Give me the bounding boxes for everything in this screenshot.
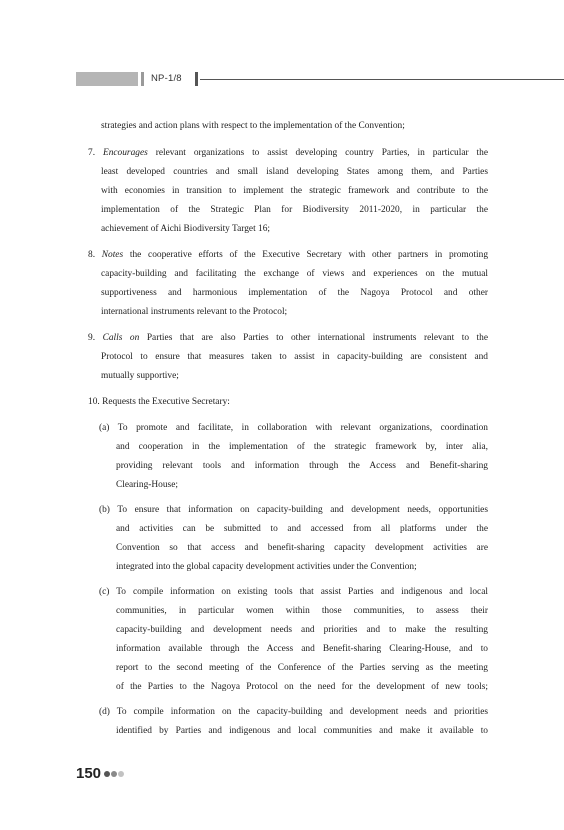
- body-line: integrated into the global capacity development activities under the Convention;: [116, 562, 417, 572]
- body-line: least developed countries and small island developing States among them, and Parties: [101, 167, 488, 177]
- body-line: Convention so that access and benefit-sharing capacity development activities are: [116, 543, 488, 553]
- body-line: information available through the Access and Benefit-sharing Clearing-House, and to: [116, 644, 488, 654]
- body-line: and activities can be submitted to and accessed from all platforms under the: [116, 524, 488, 534]
- body-line: capacity-building and development needs and priorities and to make the resulting: [116, 625, 488, 635]
- paragraph-8-line: 8. Notes the cooperative efforts of the Executive Secretary with other partners in promoting: [88, 250, 488, 260]
- body-line: with economies in transition to implement the strategic framework and contribute to the: [101, 186, 488, 196]
- body-line: achievement of Aichi Biodiversity Target 16;: [101, 224, 271, 234]
- body-line: report to the second meeting of the Conference of the Parties serving as the meeting: [116, 663, 488, 673]
- footer-dot-mid: [111, 771, 117, 777]
- body-line: capacity-building and facilitating the exchange of views and experiences on the mutual: [101, 269, 488, 279]
- body-line: and cooperation in the implementation of the strategic framework by, inter alia,: [116, 442, 488, 452]
- footer-dot-light: [118, 771, 124, 777]
- footer-dot-dark: [104, 771, 110, 777]
- paragraph-10-heading: 10. Requests the Executive Secretary:: [88, 397, 230, 407]
- body-line: identified by Parties and indigenous and local communities and make it available to: [116, 726, 488, 736]
- body-line: strategies and action plans with respect to the implementation of the Convention;: [101, 121, 405, 131]
- page-number: 150: [76, 765, 102, 782]
- item-c-line: (c) To compile information on existing tools that assist Parties and indigenous and local: [99, 587, 488, 597]
- body-line: providing relevant tools and information through the Access and Benefit-sharing: [116, 461, 488, 471]
- body-line: Protocol to ensure that measures taken to assist in capacity-building are consistent and: [101, 352, 488, 362]
- paragraph-9-line: 9. Calls on Parties that are also Parties to other international instruments relevant to the: [88, 333, 488, 343]
- paragraph-7-line: 7. Encourages relevant organizations to assist developing country Parties, in particular the: [88, 148, 488, 158]
- item-b-line: (b) To ensure that information on capacity-building and development needs, opportunities: [99, 505, 488, 515]
- body-line: communities, in particular women within those communities, to assess their: [116, 606, 488, 616]
- body-line: international instruments relevant to the Protocol;: [101, 307, 288, 317]
- item-a-line: (a) To promote and facilitate, in collaboration with relevant organizations, coordination: [99, 423, 488, 433]
- header-document-code: NP-1/8: [151, 73, 182, 84]
- body-line: supportiveness and harmonious implementation of the Nagoya Protocol and other: [101, 288, 488, 298]
- body-line: of the Parties to the Nagoya Protocol on the need for the development of new tools;: [116, 682, 488, 692]
- body-line: Clearing-House;: [116, 480, 178, 490]
- body-line: implementation of the Strategic Plan for Biodiversity 2011-2020, in particular the: [101, 205, 488, 215]
- item-d-line: (d) To compile information on the capacity-building and development needs and priorities: [99, 707, 488, 717]
- body-line: mutually supportive;: [101, 371, 179, 381]
